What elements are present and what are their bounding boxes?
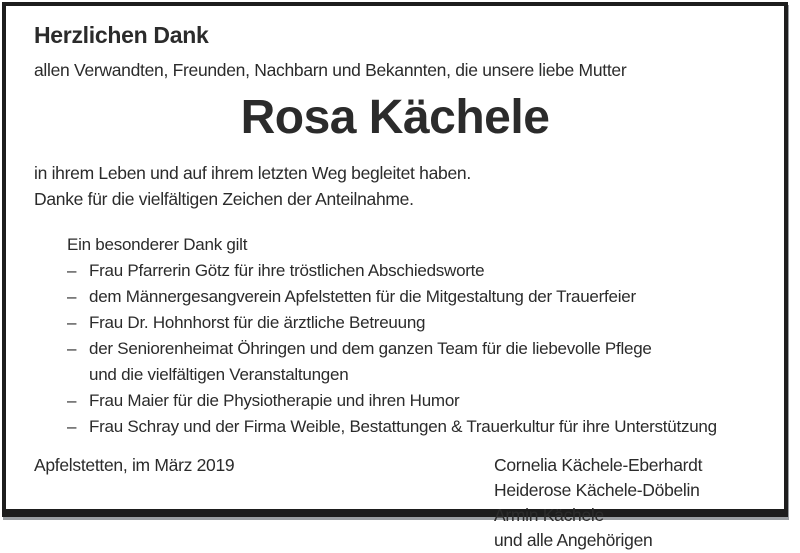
thanks-section bbox=[67, 232, 756, 440]
thanks-item bbox=[67, 414, 756, 440]
signature-name: Cornelia Kächele-Eberhardt bbox=[494, 455, 703, 475]
thanks-item bbox=[67, 336, 756, 388]
thanks-item bbox=[67, 310, 756, 336]
signature-name: Heiderose Kächele-Döbelin bbox=[494, 480, 700, 500]
thanks-item-text: der Seniorenheimat Öhringen und dem ganzen Team für die liebevolle Pflege bbox=[89, 339, 652, 358]
intro-line: allen Verwandten, Freunden, Nachbarn und Bekannten, die unsere liebe Mutter bbox=[34, 60, 627, 80]
signature-name: Armin Kächele bbox=[494, 505, 604, 525]
dash-bullet: – bbox=[67, 391, 77, 410]
notice-footer bbox=[34, 453, 756, 553]
thanks-item-text: Frau Schray und der Firma Weible, Bestattungen & Trauerkultur für ihre Unterstützung bbox=[89, 417, 717, 436]
thanks-item bbox=[67, 284, 756, 310]
thanks-item-text: Frau Dr. Hohnhorst für die ärztliche Betreuung bbox=[89, 313, 426, 332]
place-date: Apfelstetten, im März 2019 bbox=[34, 455, 235, 475]
notice-heading: Herzlichen Dank bbox=[34, 22, 209, 48]
dash-bullet: – bbox=[67, 417, 77, 436]
dash-bullet: – bbox=[67, 313, 77, 332]
thanks-item bbox=[67, 258, 756, 284]
dash-bullet: – bbox=[67, 287, 77, 306]
deceased-name: Rosa Kächele bbox=[240, 91, 550, 144]
thanks-lead: Ein besonderer Dank gilt bbox=[67, 235, 248, 254]
thanks-item-text-continued: und die vielfältigen Veranstaltungen bbox=[89, 365, 349, 384]
dash-bullet: – bbox=[67, 339, 77, 358]
body-line: Danke für die vielfältigen Zeichen der Anteilnahme. bbox=[34, 189, 414, 209]
body-line: in ihrem Leben und auf ihrem letzten Weg begleitet haben. bbox=[34, 163, 471, 183]
thanks-list bbox=[67, 258, 756, 440]
thanks-item-text: Frau Pfarrerin Götz für ihre tröstlichen Abschiedsworte bbox=[89, 261, 485, 280]
thanks-item-text: dem Männergesangverein Apfelstetten für die Mitgestaltung der Trauerfeier bbox=[89, 287, 636, 306]
obituary-notice-frame bbox=[2, 2, 788, 550]
thanks-item-text: Frau Maier für die Physiotherapie und ihren Humor bbox=[89, 391, 460, 410]
signatures-block bbox=[494, 453, 756, 553]
dash-bullet: – bbox=[67, 261, 77, 280]
thanks-item bbox=[67, 388, 756, 414]
signature-name: und alle Angehörigen bbox=[494, 530, 653, 550]
